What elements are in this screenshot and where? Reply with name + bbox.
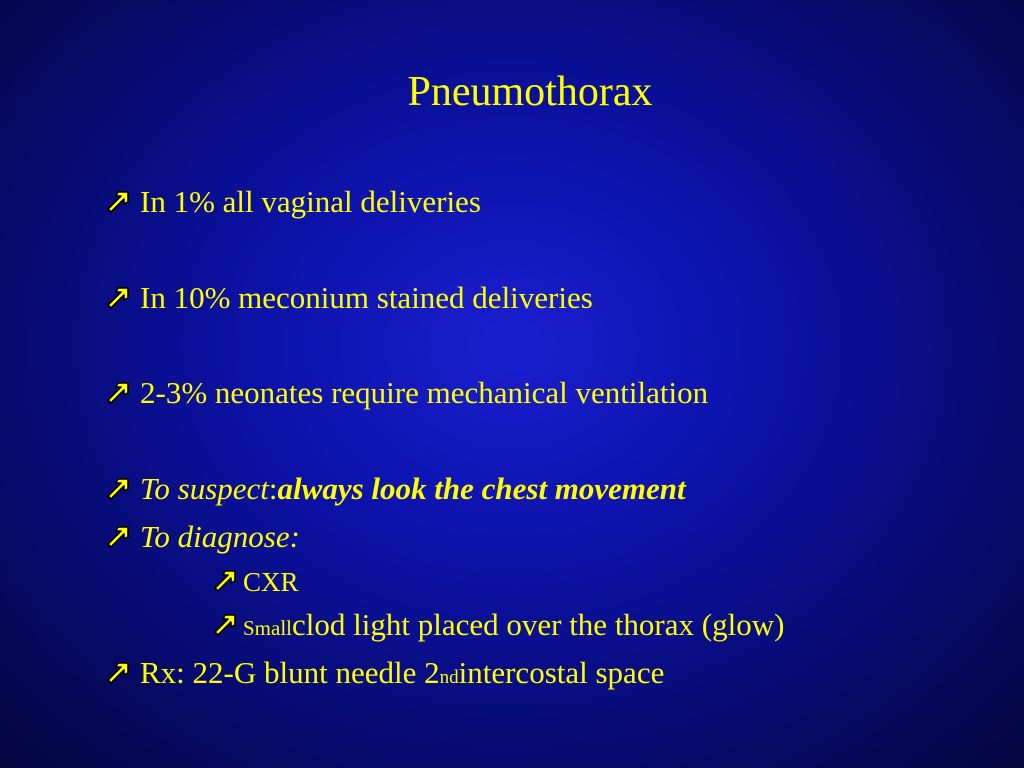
bullet-text: intercostal space (458, 655, 665, 690)
bullet-text-colon: : (268, 471, 278, 506)
bullet-text: In 1% all vaginal deliveries (140, 184, 481, 219)
bullet-text: In 10% meconium stained deliveries (140, 280, 593, 315)
bullet-text-italic: To suspect (140, 471, 269, 506)
bullet-text: 2-3% neonates require mechanical ventilation (140, 375, 709, 410)
sub-bullet-item (213, 605, 784, 648)
northeast-arrow-icon (106, 477, 140, 501)
northeast-arrow-icon (106, 286, 140, 310)
bullet-text-bold: always look the chest movement (277, 471, 686, 506)
sub-bullet-text: CXR (243, 567, 299, 597)
northeast-arrow-icon (213, 569, 243, 593)
slide-title: Pneumothorax (407, 69, 653, 115)
bullet-item: Rx: 22-G blunt needle 2 nd intercostal space (106, 653, 664, 693)
sub-bullet-text-small: Small (243, 616, 293, 640)
bullet-item (106, 373, 708, 413)
bullet-item (106, 469, 686, 509)
bullet-text: Rx: 22-G blunt needle 2 (140, 655, 440, 690)
northeast-arrow-icon (106, 525, 140, 549)
bullet-item (106, 182, 481, 222)
northeast-arrow-icon (106, 661, 140, 685)
bullet-text-italic: To diagnose: (140, 519, 300, 554)
sub-bullet-text: clod light placed over the thorax (glow) (292, 607, 785, 642)
northeast-arrow-icon (106, 190, 140, 214)
bullet-item (106, 278, 593, 318)
northeast-arrow-icon (106, 381, 140, 405)
sub-bullet-item (213, 562, 299, 602)
northeast-arrow-icon (213, 613, 243, 637)
bullet-item (106, 517, 300, 557)
